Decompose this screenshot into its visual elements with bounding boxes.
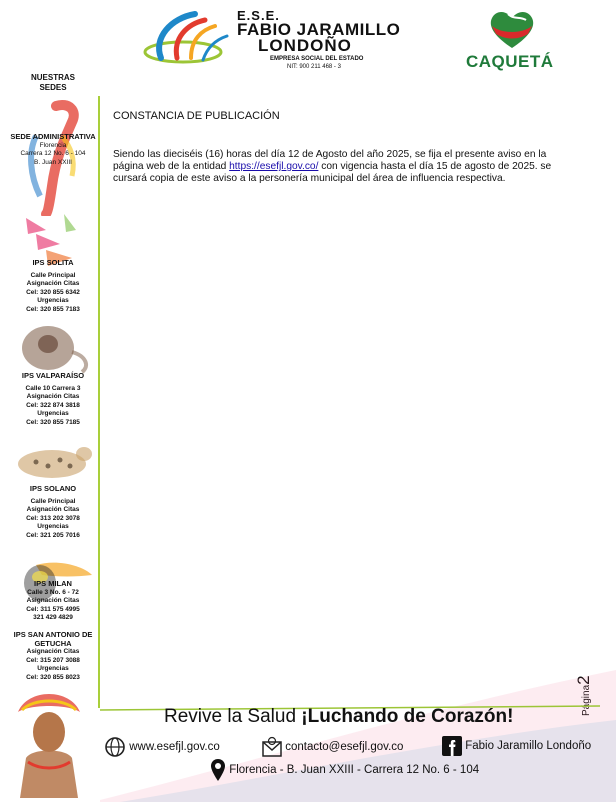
sede-line: Asignación Citas [26,648,80,655]
institution-logo-swoosh-icon [143,8,235,70]
sede-line: Cel: 322 874 3818 [26,401,80,409]
footer-web[interactable] [104,736,220,758]
sede-line: Cel: 320 855 6342 [26,288,80,296]
footer-web-text[interactable]: www.esefjl.gov.co [129,741,220,754]
page-number: 2 [574,675,593,685]
entity-website-link[interactable]: https://esefjl.gov.co/ [229,161,319,172]
org-name-line2: LONDOÑO [258,36,352,55]
footer-address [210,758,479,782]
sede-name: IPS MILAN [34,579,72,588]
sede-name: IPS SOLANO [29,484,77,493]
sede-line: Asignación Citas [26,506,80,513]
sede-line: Cel: 320 855 7185 [26,418,80,426]
document-title: CONSTANCIA DE PUBLICACIÓN [113,110,280,122]
footer-slogan [164,706,513,728]
slogan-part2: ¡Luchando de Corazón! [301,706,514,727]
sede-line: Urgencias [37,410,69,417]
sede-line: Asignación Citas [26,597,80,604]
sede-ips-valparaiso [8,372,98,427]
facebook-icon [442,736,462,756]
sede-administrativa [8,133,98,167]
document-paragraph [113,149,553,185]
page-label: Página [581,684,592,716]
sede-line: B. Juan XXIII [34,158,72,166]
globe-icon [104,736,126,758]
sede-ips-solita [8,259,98,314]
dept-name: CAQUETÁ [466,52,554,71]
sede-line: Calle Principal [30,497,76,505]
sede-line: 321 429 4829 [33,614,73,621]
slogan-part1: Revive la Salud [164,706,302,727]
sede-line: Cel: 313 202 3078 [26,514,80,522]
sede-line: Carrera 12 No. 6 - 104 [20,150,86,157]
sede-line: Asignación Citas [26,393,80,400]
paragraph-text-start: Siendo las dieciséis (16) horas del día 12 de Agosto del año 2025, se fija el presente aviso en la página web de la entidad [113,149,547,172]
footer-facebook[interactable] [442,736,591,756]
sede-line: Cel: 311 575 4995 [26,605,80,613]
sede-name: SEDE ADMINISTRATIVA [10,132,96,141]
sede-line: Cel: 321 205 7016 [26,531,80,539]
sidebar-title: NUESTRAS SEDES [30,73,75,92]
sede-name: IPS VALPARAÍSO [21,371,85,380]
ocelot-illustration-icon [6,436,96,488]
paragraph-text-end: con vigencia hasta el día 15 de agosto de 2025. se cursará copia de este aviso a la personería municipal del área de influencia respectiva. [113,161,552,184]
sede-ips-solano [8,485,98,540]
sede-line: Cel: 315 207 3088 [26,656,80,664]
sede-ips-milan [8,580,98,623]
location-pin-icon [210,758,226,782]
sidebar-divider [98,96,100,708]
sede-name: IPS SOLITA [32,258,74,267]
footer-email[interactable] [262,736,403,758]
org-subtitle: EMPRESA SOCIAL DEL ESTADO [270,56,364,62]
footer-address-text: Florencia - B. Juan XXIII - Carrera 12 No. 6 - 104 [229,764,480,777]
org-name-line1: FABIO JARAMILLO [237,20,401,39]
email-icon [262,736,282,758]
sede-line: Calle Principal [30,271,76,279]
caqueta-heart-logo-icon [488,8,536,50]
ese-label: E.S.E. [237,8,280,23]
sede-line: Urgencias [37,523,69,530]
sede-line: Urgencias [37,665,69,672]
footer-facebook-text[interactable]: Fabio Jaramillo Londoño [465,740,592,753]
footer-email-text[interactable]: contacto@esefjl.gov.co [285,741,404,754]
sede-line: Calle 10 Carrera 3 [25,384,81,392]
sede-line: Urgencias [37,297,69,304]
sede-line: Calle 3 No. 6 - 72 [27,588,79,596]
monkey-illustration-icon [6,322,96,374]
sede-name: IPS SAN ANTONIO DE GETUCHA [13,630,93,648]
org-nit: NIT: 900 211 468 - 3 [287,64,341,70]
sede-line: Florencia [39,141,67,149]
sede-line: Cel: 320 855 8023 [26,673,80,681]
sede-line: Asignación Citas [26,280,80,287]
sede-line: Cel: 320 855 7183 [26,305,80,313]
